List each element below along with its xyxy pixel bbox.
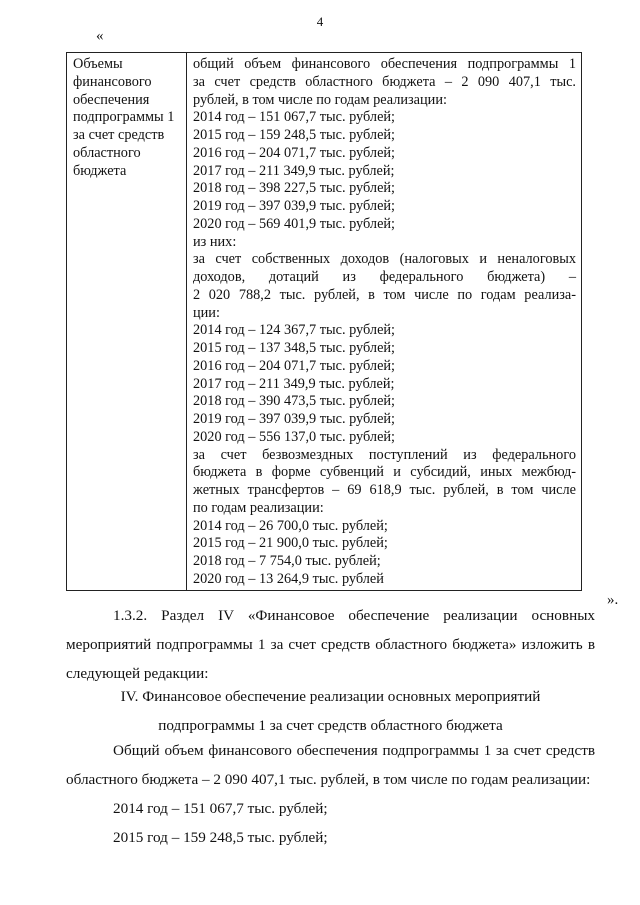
content-line: бюджета в форме субвенций и субсидий, иных межбюд-	[193, 464, 576, 481]
label-line: за счет средств	[73, 127, 165, 143]
label-line: финансового	[73, 73, 152, 90]
content-line: 2020 год – 13 264,9 тыс. рублей	[193, 570, 384, 587]
content-line: 2018 год – 7 754,0 тыс. рублей;	[193, 553, 381, 569]
opening-quote-mark: «	[96, 28, 104, 44]
label-line: подпрограммы 1	[73, 109, 175, 126]
financing-table	[66, 52, 582, 591]
content-line: 2014 год – 151 067,7 тыс. рублей;	[193, 109, 396, 126]
table-row	[67, 53, 582, 591]
content-line: 2019 год – 397 039,9 тыс. рублей;	[193, 411, 396, 427]
content-line: по годам реализации:	[193, 499, 324, 516]
section-heading-line-2: подпрограммы 1 за счет средств областного бюджета	[158, 717, 503, 734]
section-heading-line-1: IV. Финансовое обеспечение реализации основных мероприятий	[120, 688, 541, 705]
content-line: жетных трансфертов – 69 618,9 тыс. рублей, в том числе	[193, 482, 576, 498]
page-number: 4	[316, 14, 324, 29]
year-line-2014: 2014 год – 151 067,7 тыс. рублей;	[113, 800, 328, 817]
content-line: 2018 год – 390 473,5 тыс. рублей;	[193, 393, 396, 410]
content-line: 2019 год – 397 039,9 тыс. рублей;	[193, 198, 396, 214]
content-line: 2020 год – 569 401,9 тыс. рублей;	[193, 215, 396, 232]
label-lines	[73, 56, 181, 180]
content-line: за счет безвозмездных поступлений из федерального	[193, 446, 576, 463]
table-label-cell	[67, 53, 187, 591]
table-content-cell	[187, 53, 582, 591]
content-line: 2016 год – 204 071,7 тыс. рублей;	[193, 357, 396, 374]
content-line: 2014 год – 124 367,7 тыс. рублей;	[193, 322, 396, 339]
content-line: рублей, в том числе по годам реализации:	[193, 91, 447, 108]
content-line: за счет собственных доходов (налоговых и неналоговых	[193, 251, 576, 268]
content-line: из них:	[193, 233, 237, 250]
content-line: доходов, дотаций из федерального бюджета) –	[193, 269, 576, 285]
content-lines	[193, 56, 576, 589]
content-line: общий объем финансового обеспечения подпрограммы 1	[193, 56, 576, 72]
content-line: 2014 год – 26 700,0 тыс. рублей;	[193, 517, 388, 534]
content-line: 2 020 788,2 тыс. рублей, в том числе по годам реализа-	[193, 286, 576, 303]
content-line: ции:	[193, 304, 220, 321]
content-line: 2015 год – 21 900,0 тыс. рублей;	[193, 535, 388, 552]
label-line: Объемы	[73, 56, 123, 72]
label-line: обеспечения	[73, 91, 150, 108]
content-line: 2015 год – 159 248,5 тыс. рублей;	[193, 127, 396, 143]
content-line: 2017 год – 211 349,9 тыс. рублей;	[193, 375, 395, 392]
total-financing-paragraph: Общий объем финансового обеспечения подпрограммы 1 за счет средств областного бюджета – 2 090 407,1 тыс. рублей, в том числе по годам реализации:	[66, 742, 595, 788]
content-line: 2020 год – 556 137,0 тыс. рублей;	[193, 428, 396, 445]
content-line: 2016 год – 204 071,7 тыс. рублей;	[193, 144, 396, 161]
closing-quote-mark: ».	[607, 592, 619, 608]
label-line: областного	[73, 144, 141, 161]
section-heading	[66, 682, 595, 740]
content-line: 2017 год – 211 349,9 тыс. рублей;	[193, 162, 395, 179]
content-line: 2015 год – 137 348,5 тыс. рублей;	[193, 340, 396, 356]
amendment-paragraph: 1.3.2. Раздел IV «Финансовое обеспечение реализации основных мероприятий подпрограммы 1 за счет средств областного бюджета» изложить в следующей редакции:	[66, 607, 595, 682]
content-line: за счет средств областного бюджета – 2 090 407,1 тыс.	[193, 73, 576, 90]
label-line: бюджета	[73, 162, 127, 179]
content-line: 2018 год – 398 227,5 тыс. рублей;	[193, 180, 396, 197]
year-line-2015: 2015 год – 159 248,5 тыс. рублей;	[113, 829, 328, 846]
